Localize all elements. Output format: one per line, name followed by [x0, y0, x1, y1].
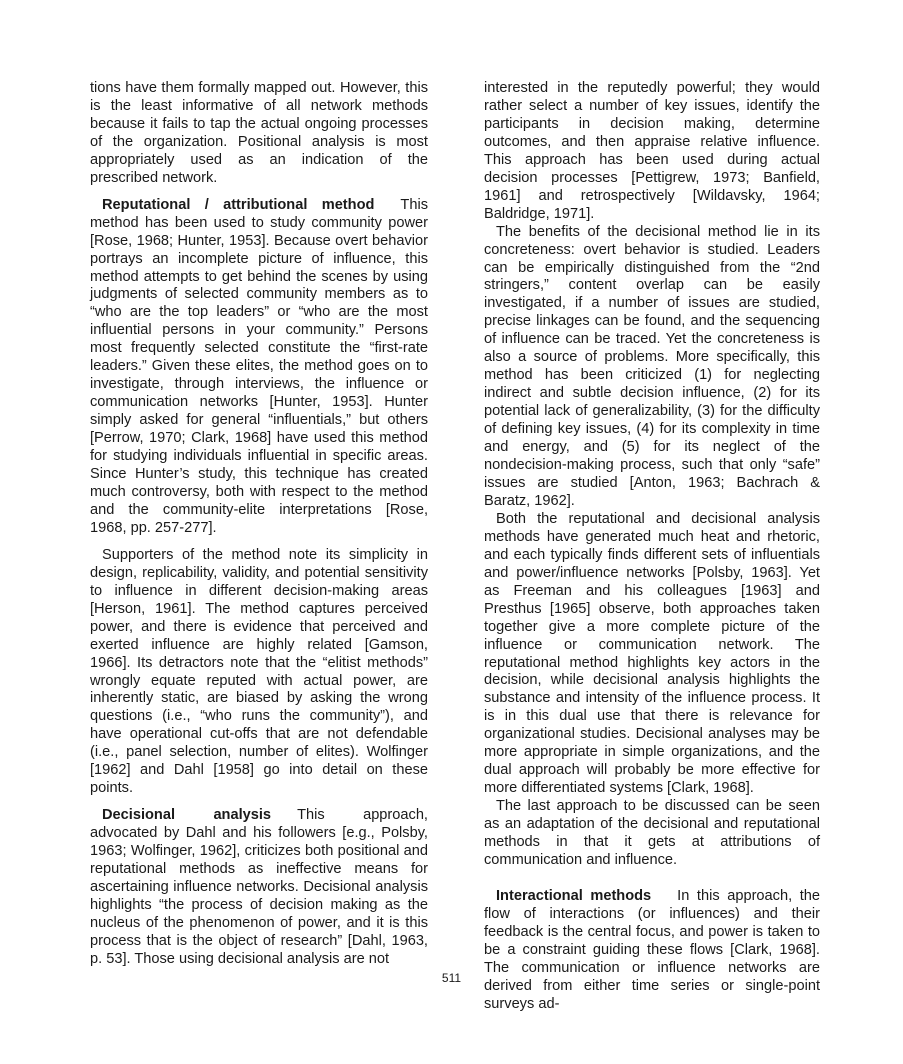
right-column — [484, 80, 820, 1014]
paragraph-benefits: The benefits of the decisional method lie in its concreteness: overt behavior is studied. Leaders can be empirically distinguished from the “2nd stringers,” content overlap can be easily investigated, if a number of issues are studied, precise linkages can be found, and the sequencing of influence can be traced. Yet the concreteness is also a source of problems. More specifically, this method has been criticized (1) for neglecting indirect and subtle decision influence, (2) for its potential lack of generalizability, (3) for the difficulty of defining key issues, (4) for its complexity in time and energy, and (5) for its neglect of the nondecision-making process, such that only “safe” issues are studied [Anton, 1963; Bachrach & Baratz, 1962]. — [484, 223, 820, 509]
interactional-text: In this approach, the flow of interactions (or influences) and their feedback is the central focus, and power is taken to be a constraint guiding these flows [Clark, 1968]. The communication or influence networks are derived from either time series or single-point surveys ad- — [484, 887, 820, 1012]
page-number: 511 — [441, 971, 462, 985]
paragraph-supporters: Supporters of the method note its simplicity in design, replicability, validity, and potential sensitivity to influence in different decision-making areas [Herson, 1961]. The method captures perceived power, and there is evidence that perceived and exerted influence are highly related [Gamson, 1966]. Its detractors note that the “elitist methods” wrongly equate reputed with actual power, are inherently static, are biased by asking the wrong questions (i.e., “who runs the community”), and have operational cut-offs that are not defendable (i.e., panel selection, number of elites). Wolfinger [1962] and Dahl [1958] go into detail on these points. — [90, 546, 428, 797]
left-column — [90, 80, 428, 969]
paragraph-positional-continuation: tions have them formally mapped out. However, this is the least informative of all network methods because it fails to tap the actual ongoing processes of the organization. Positional analysis is most appropriately used as an indication of the prescribed network. — [90, 80, 428, 186]
paragraph-reputational — [90, 197, 428, 538]
section-heading-reputational: Reputational / attributional method — [102, 196, 375, 213]
section-heading-decisional: Decisional analysis — [102, 807, 272, 824]
paragraph-both-methods: Both the reputational and decisional analysis methods have generated much heat and rhetoric, and each typically finds different sets of influentials and power/influence networks [Polsby, 1963]. Yet as Freeman and his colleagues [1963] and Presthus [1965] observe, both approaches taken together give a more complete picture of the influence or communication network. The reputational method highlights key actors in the decision, while decisional analysis highlights the substance and intensity of the influence process. It is in this dual use that there is relevance for organizational studies. Decisional analyses may be more appropriate in simple organizations, and the dual approach will probably be more effective for more differentiated systems [Clark, 1968]. — [484, 510, 820, 797]
paragraph-interactional — [484, 888, 820, 1014]
paragraph-last-approach: The last approach to be discussed can be seen as an adaptation of the decisional and reputational methods in that it gets at attributions of communication and influence. — [484, 798, 820, 868]
section-heading-interactional: Interactional methods — [496, 887, 652, 904]
paragraph-decisional — [90, 807, 428, 969]
paragraph-decisional-continuation: interested in the reputedly powerful; they would rather select a number of key issues, identify the participants in decision making, determine outcomes, and then appraise relative influence. This approach has been used during actual decision processes [Pettigrew, 1973; Banfield, 1961] and retrospectively [Wildavsky, 1964; Baldridge, 1971]. — [484, 80, 820, 222]
reputational-text: This method has been used to study community power [Rose, 1968; Hunter, 1953]. Because overt behavior portrays an incomplete picture of influence, this method attempts to get behind the scenes by using judgments of selected community members as to “who are the top leaders” or “who are the most influential persons in your community.” Persons most frequently selected constitute the “first-rate leaders.” Given these elites, the method goes on to investigate, through interviews, the influence or communication networks [Hunter, 1953]. Hunter simply asked for general “influentials,” but others [Perrow, 1970; Clark, 1968] have used this method for studying individuals influential in specific areas. Since Hunter’s study, this technique has created much controversy, both with respect to the method and the community-elite interpretations [Rose, 1968, pp. 257-277]. — [90, 196, 428, 536]
decisional-text: This approach, advocated by Dahl and his followers [e.g., Polsby, 1963; Wolfinger, 1962], criticizes both positional and reputational methods as ineffective means for ascertaining influence networks. Decisional analysis highlights “the process of decision making as the nucleus of the phenomenon of power, and it is this process that is the object of research” [Dahl, 1963, p. 53]. Those using decisional analysis are not — [90, 807, 428, 967]
